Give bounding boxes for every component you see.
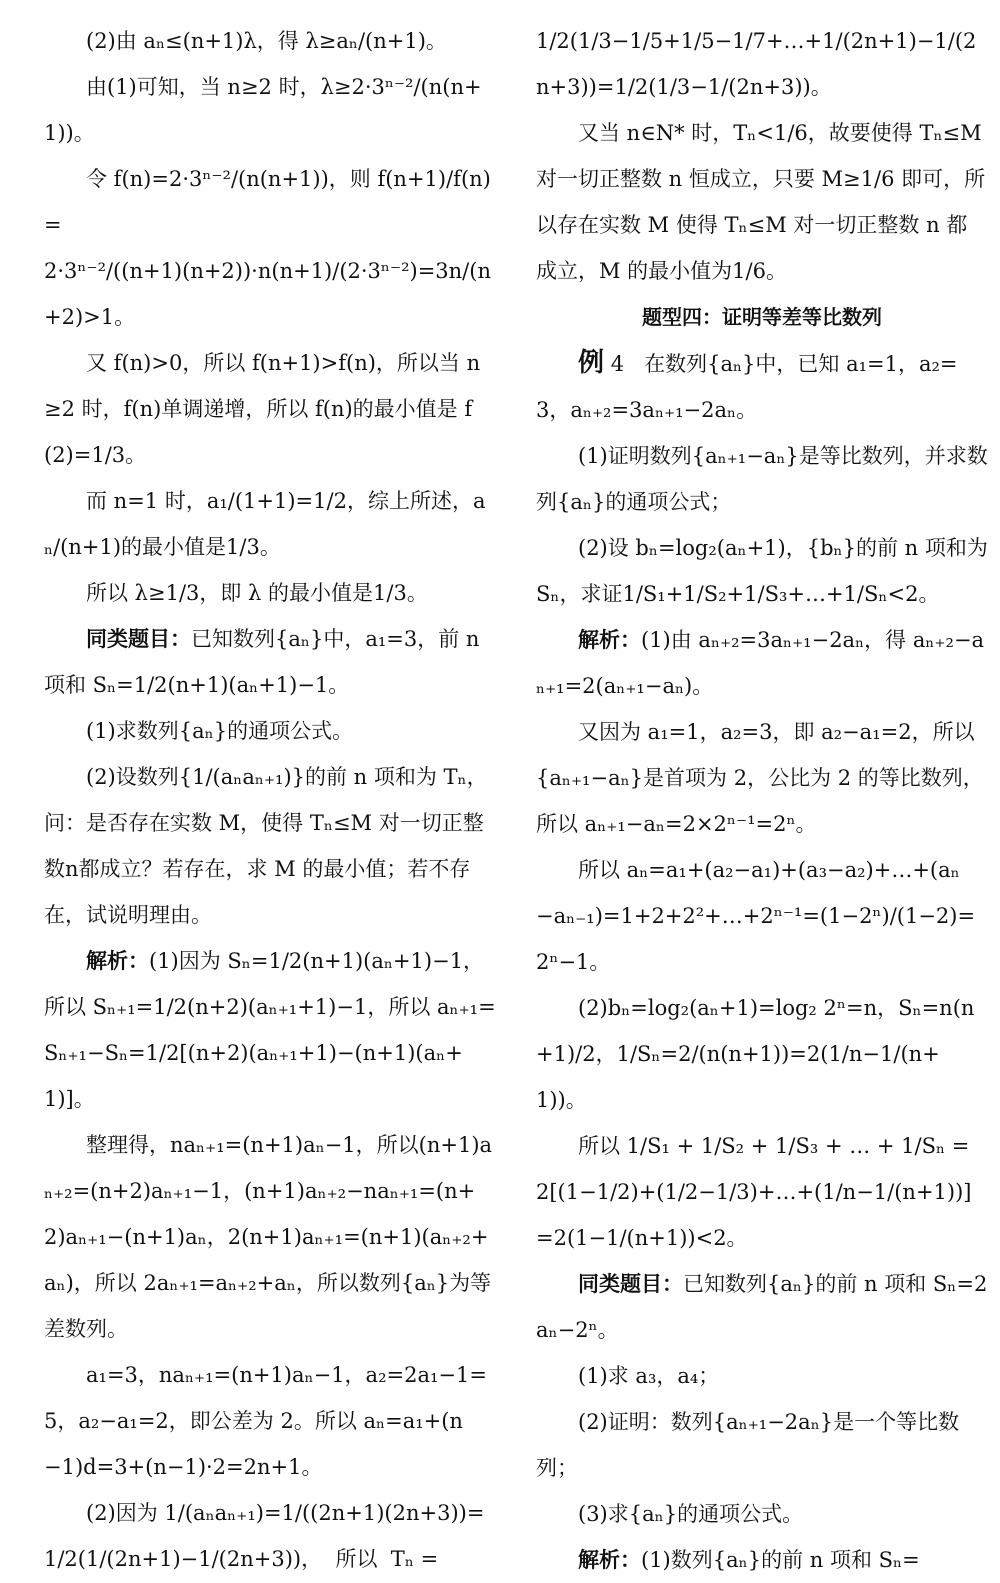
- paragraph-l10: [44, 754, 496, 938]
- paragraph-text: 已知数列{aₙ}的前 n 项和 Sₙ=2aₙ−2ⁿ。: [536, 1272, 988, 1342]
- paragraph-r11: [536, 1123, 988, 1261]
- paragraph-text: (1)数列{aₙ}的前 n 项和 Sₙ=: [641, 1548, 920, 1572]
- paragraph-text: (1)求数列{aₙ}的通项公式。: [86, 719, 354, 743]
- paragraph-text: (2)设数列{1/(aₙaₙ₊₁)}的前 n 项和为 Tₙ，问：是否存在实数 M，使得 Tₙ≤M 对一切正整数n都成立？若存在，求 M 的最小值；若不存在，试说明理由。: [44, 765, 488, 927]
- paragraph-l9: [44, 708, 496, 754]
- paragraph-text: 又因为 a₁=1，a₂=3，即 a₂−a₁=2，所以{aₙ₊₁−aₙ}是首项为 2，公比为 2 的等比数列，所以 aₙ₊₁−aₙ=2×2ⁿ⁻¹=2ⁿ。: [536, 720, 984, 836]
- paragraph-text: 1/2(1/3−1/5+1/5−1/7+…+1/(2n+1)−1/(2n+3))=1/2(1/3−1/(2n+3))。: [536, 29, 977, 99]
- paragraph-r3: [536, 294, 988, 340]
- paragraph-l13: [44, 1352, 496, 1490]
- paragraph-l8: [44, 616, 496, 708]
- paragraph-r2: [536, 110, 988, 294]
- paragraph-r1: [536, 18, 988, 110]
- paragraph-text: (2)证明：数列{aₙ₊₁−2aₙ}是一个等比数列；: [536, 1410, 960, 1480]
- paragraph-text: 由(1)可知，当 n≥2 时，λ≥2·3ⁿ⁻²/(n(n+1))。: [44, 75, 482, 145]
- paragraph-l11: [44, 938, 496, 1122]
- paragraph-text: (3)求{aₙ}的通项公式。: [578, 1502, 804, 1526]
- paragraph-l7: [44, 570, 496, 616]
- paragraph-r13: [536, 1353, 988, 1399]
- paragraph-text: 令 f(n)=2·3ⁿ⁻²/(n(n+1))，则 f(n+1)/f(n)=: [44, 167, 491, 237]
- paragraph-text: 4 在数列{aₙ}中，已知 a₁=1，a₂=3，aₙ₊₂=3aₙ₊₁−2aₙ。: [536, 352, 958, 422]
- paragraph-text: a₁=3，naₙ₊₁=(n+1)aₙ−1，a₂=2a₁−1=5，a₂−a₁=2，即公差为 2。所以 aₙ=a₁+(n−1)d=3+(n−1)·2=2n+1。: [44, 1363, 487, 1479]
- paragraph-r4: [536, 340, 988, 433]
- paragraph-text: 而 n=1 时，a₁/(1+1)=1/2，综上所述，aₙ/(n+1)的最小值是1/3。: [44, 489, 486, 559]
- paragraph-text: 又 f(n)>0，所以 f(n+1)>f(n)，所以当 n≥2 时，f(n)单调递增，所以 f(n)的最小值是 f(2)=1/3。: [44, 351, 481, 467]
- paragraph-text: 整理得，naₙ₊₁=(n+1)aₙ−1，所以(n+1)aₙ₊₂=(n+2)aₙ₊₁−1，(n+1)aₙ₊₂−naₙ₊₁=(n+2)aₙ₊₁−(n+1)aₙ，2(n+1)aₙ₊₁=(n+1)(aₙ₊₂+aₙ)，所以 2aₙ₊₁=aₙ₊₂+aₙ，所以数列{aₙ}为等差数列。: [44, 1133, 493, 1341]
- paragraph-text: 2·3ⁿ⁻²/((n+1)(n+2))·n(n+1)/(2·3ⁿ⁻²)=3n/(n+2)>1。: [44, 259, 491, 329]
- paragraph-text: 所以 1/S₁ + 1/S₂ + 1/S₃ + … + 1/Sₙ = 2[(1−1/2)+(1/2−1/3)+…+(1/n−1/(n+1))]=2(1−1/(n+1))<2。: [536, 1134, 977, 1250]
- paragraph-text: (2)因为 1/(aₙaₙ₊₁)=1/((2n+1)(2n+3))=1/2(1/(2n+1)−1/(2n+3))， 所以 Tₙ =: [44, 1501, 485, 1571]
- paragraph-text: (1)求 a₃，a₄；: [578, 1364, 720, 1388]
- right-column: [536, 18, 995, 1583]
- paragraph-r12: [536, 1261, 988, 1353]
- paragraph-text: (2)设 bₙ=log₂(aₙ+1)，{bₙ}的前 n 项和为 Sₙ，求证1/S₁+1/S₂+1/S₃+…+1/Sₙ<2。: [536, 536, 995, 606]
- paragraph-text: (1)证明数列{aₙ₊₁−aₙ}是等比数列，并求数列{aₙ}的通项公式；: [536, 444, 988, 514]
- paragraph-r9: [536, 847, 988, 985]
- lead-label: 解析：: [578, 628, 641, 652]
- paragraph-text: (1)由 aₙ₊₂=3aₙ₊₁−2aₙ，得 aₙ₊₂−aₙ₊₁=2(aₙ₊₁−aₙ)。: [536, 628, 985, 698]
- paragraph-r16: [536, 1537, 988, 1583]
- paragraph-l3: [44, 156, 496, 248]
- lead-label: 同类题目：: [578, 1272, 683, 1296]
- paragraph-text: (2)bₙ=log₂(aₙ+1)=log₂ 2ⁿ=n，Sₙ=n(n+1)/2，1/Sₙ=2/(n(n+1))=2(1/n−1/(n+1))。: [536, 996, 975, 1112]
- paragraph-r15: [536, 1491, 988, 1537]
- paragraph-r6: [536, 525, 995, 617]
- paragraph-l12: [44, 1122, 496, 1352]
- paragraph-text: 又当 n∈N* 时，Tₙ<1/6，故要使得 Tₙ≤M 对一切正整数 n 恒成立，只要 M≥1/6 即可，所以存在实数 M 使得 Tₙ≤M 对一切正整数 n 都成立，M 的最小值为1/6。: [536, 121, 989, 283]
- paragraph-r5: [536, 433, 988, 525]
- paragraph-l4: [44, 248, 496, 340]
- left-column: [44, 18, 496, 1582]
- paragraph-l1: [44, 18, 496, 64]
- lead-label: 解析：: [86, 949, 149, 973]
- paragraph-text: (1)因为 Sₙ=1/2(n+1)(aₙ+1)−1，所以 Sₙ₊₁=1/2(n+2)(aₙ₊₁+1)−1，所以 aₙ₊₁=Sₙ₊₁−Sₙ=1/2[(n+2)(aₙ₊₁+1)−(n+1)(aₙ+1)]。: [44, 949, 496, 1111]
- paragraph-r14: [536, 1399, 988, 1491]
- paragraph-text: 题型四：证明等差等比数列: [642, 305, 882, 329]
- paragraph-text: 已知数列{aₙ}中，a₁=3，前 n 项和 Sₙ=1/2(n+1)(aₙ+1)−1。: [44, 627, 487, 697]
- lead-label: 解析：: [578, 1548, 641, 1572]
- lead-label: 同类题目：: [86, 627, 191, 651]
- paragraph-r10: [536, 985, 988, 1123]
- paragraph-text: 所以 aₙ=a₁+(a₂−a₁)+(a₃−a₂)+…+(aₙ−aₙ₋₁)=1+2+2²+…+2ⁿ⁻¹=(1−2ⁿ)/(1−2)=2ⁿ−1。: [536, 858, 976, 974]
- paragraph-r7: [536, 617, 988, 709]
- paragraph-l14: [44, 1490, 496, 1582]
- paragraph-text: 所以 λ≥1/3，即 λ 的最小值是1/3。: [86, 581, 428, 605]
- paragraph-l6: [44, 478, 496, 570]
- paragraph-text: (2)由 aₙ≤(n+1)λ，得 λ≥aₙ/(n+1)。: [86, 29, 447, 53]
- paragraph-l5: [44, 340, 496, 478]
- paragraph-l2: [44, 64, 496, 156]
- paragraph-r8: [536, 709, 988, 847]
- example-marker: 例: [578, 348, 605, 378]
